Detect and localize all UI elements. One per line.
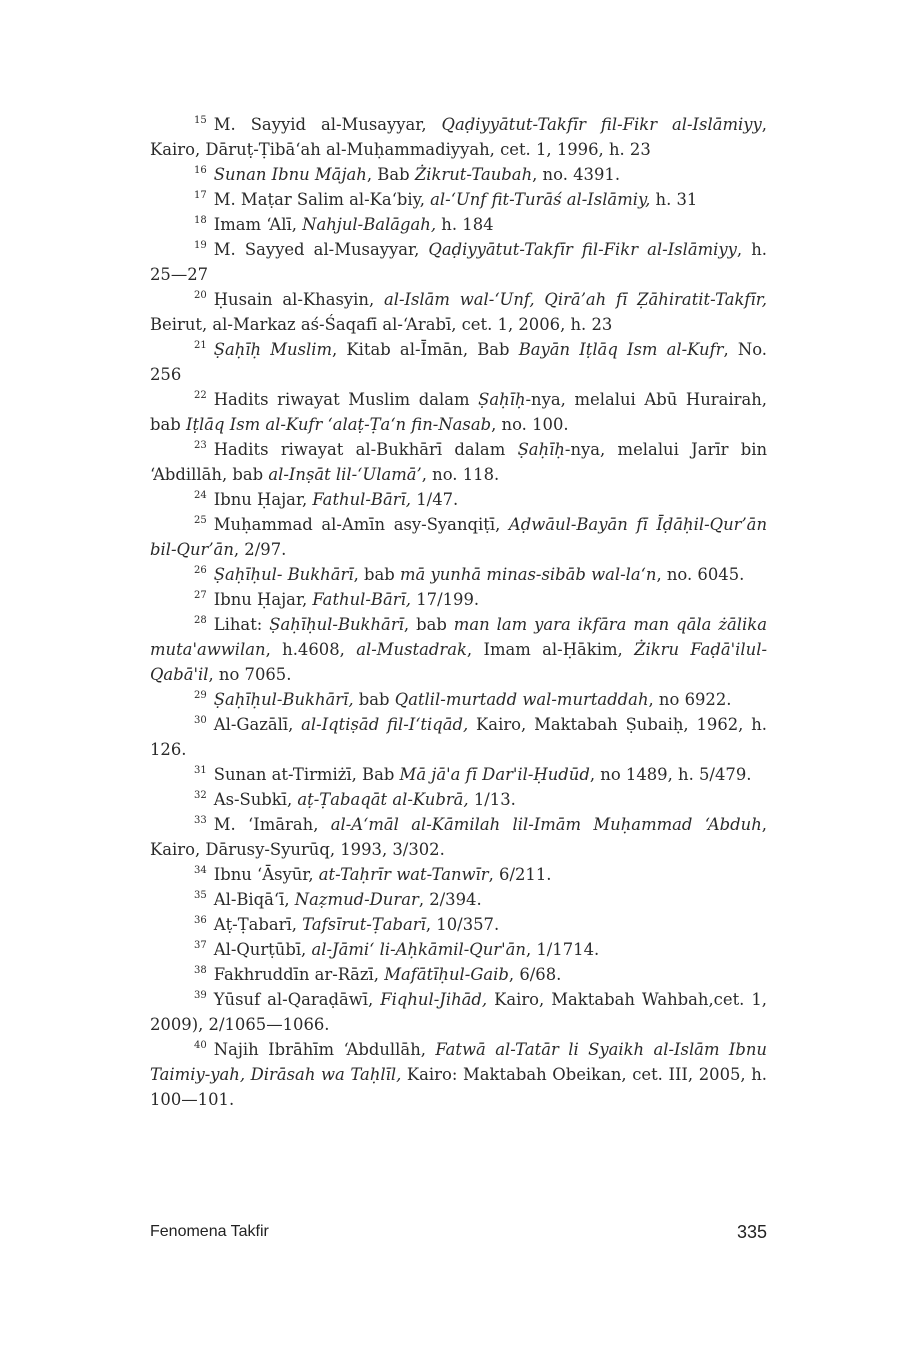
footnote-text: , 6/68.	[508, 965, 562, 984]
footnote-text: , 10/357.	[425, 915, 500, 934]
footnote-title-italic: aṭ-Ṭabaqāt al-Kubrā,	[297, 790, 469, 809]
footnote	[150, 387, 767, 437]
footnote-text: 17/199.	[411, 590, 480, 609]
footnote-title-italic: Żikrut-Taubah	[414, 165, 533, 184]
footnote	[150, 687, 767, 712]
footnote-text: , Imam al-Ḥākim,	[466, 640, 635, 659]
footnote-text: Muḥammad al-Amīn asy-Syanqiṭī,	[213, 515, 509, 534]
footnote-title-italic: Tafsīrut-Ṭabarī	[302, 915, 426, 934]
footnote-text: Imam ‘Alī,	[213, 215, 303, 234]
footnote-title-italic: Naẓmud-Durar	[294, 890, 419, 909]
footnote-title-italic: Nahjul-Balāgah,	[302, 215, 437, 234]
footnote-text: , no 6922.	[648, 690, 732, 709]
footnote-title-italic: al-Islām wal-‘Unf, Qirā’ah fī Ẓāhiratit-Takfīr,	[383, 290, 767, 309]
footnote-number: 31	[194, 765, 207, 776]
footnote-text: , 6/211.	[488, 865, 552, 884]
footnote	[150, 187, 767, 212]
footnote-text: h. 31	[650, 190, 698, 209]
page-footer	[150, 1221, 767, 1251]
footnote	[150, 612, 767, 687]
footnote-text: Hadits riwayat al-Bukhārī dalam	[213, 440, 518, 459]
footnote-number: 22	[194, 390, 207, 401]
page-number: 335	[736, 1222, 767, 1242]
footnote-text: M. Maṭar Salim al-Ka‘biy,	[213, 190, 431, 209]
footnote-text: Lihat:	[213, 615, 270, 634]
footnote-text: , bab	[403, 615, 454, 634]
footnote-text: Ibnu Ḥajar,	[213, 490, 313, 509]
footnote-text: Sunan at-Tirmiżī, Bab	[213, 765, 400, 784]
footnote-text: , h.4608,	[265, 640, 357, 659]
footnote-number: 21	[194, 340, 207, 351]
footnote-number: 23	[194, 440, 207, 451]
footnote	[150, 562, 767, 587]
footnote	[150, 212, 767, 237]
footnote-number: 29	[194, 690, 207, 701]
footnote-number: 40	[194, 1040, 207, 1051]
footnote-text: Najih Ibrāhīm ‘Abdullāh,	[213, 1040, 436, 1059]
footnote-text: , bab	[353, 565, 400, 584]
footnote-text: , no. 4391.	[532, 165, 621, 184]
footnote-title-italic: al-Jāmi‘ li-Aḥkāmil-Qur'ān	[311, 940, 526, 959]
footnote-title-italic: al-‘Unf fit-Turāś al-Islāmiy,	[430, 190, 651, 209]
footnote-title-italic: Fatwā al-Tatār li Syaikh al-Islām Ibnu Taimiy-yah, Dirāsah wa Taḥlīl,	[150, 1040, 767, 1084]
footnote-text: Hadits riwayat Muslim dalam	[213, 390, 479, 409]
footnote-text: , 1/1714.	[525, 940, 600, 959]
footnote-title-italic: Ṣaḥīḥul- Bukhārī	[213, 565, 354, 584]
footnote-text: Aṭ-Ṭabarī,	[213, 915, 303, 934]
footnote-text: , h. 25—27	[150, 240, 767, 284]
footnote-text: As-Subkī,	[213, 790, 298, 809]
footnote	[150, 762, 767, 787]
footnote	[150, 812, 767, 862]
footnote-text: Ḥusain al-Khasyin,	[213, 290, 384, 309]
footnote-title-italic: Fiqhul-Jihād,	[380, 990, 488, 1009]
footnote-text: Beirut, al-Markaz aś-Śaqafī al-‘Arabī, cet. 1, 2006, h. 23	[150, 315, 613, 334]
footnote-text: , Kitab al-Īmān, Bab	[332, 340, 519, 359]
footnote-title-italic: al-A‘māl al-Kāmilah lil-Imām Muḥammad ‘Abduh	[330, 815, 762, 834]
footnote-number: 32	[194, 790, 207, 801]
footnote-text: , no 7065.	[208, 665, 292, 684]
footnote	[150, 987, 767, 1037]
footnote-text: Ibnu ‘Āsyūr,	[213, 865, 319, 884]
footnote	[150, 862, 767, 887]
footnote-title-italic: Ṣaḥīḥul-Bukhārī	[269, 615, 404, 634]
footnote	[150, 887, 767, 912]
footnote-text: h. 184	[436, 215, 494, 234]
footnote	[150, 787, 767, 812]
footnote	[150, 112, 767, 162]
footnote-text: , Kairo, Dāruṭ-Ṭibā‘ah al-Muḥammadiyyah, cet. 1, 1996, h. 23	[150, 115, 767, 159]
footnote-text: , Bab	[366, 165, 415, 184]
footnote-title-italic: Fathul-Bārī,	[312, 590, 412, 609]
footnote-text: , no. 100.	[491, 415, 569, 434]
footnote	[150, 337, 767, 387]
footnote-title-italic: Mafātīḥul-Gaib	[384, 965, 509, 984]
footnote-text: , no 1489, h. 5/479.	[589, 765, 752, 784]
footnote	[150, 487, 767, 512]
footnote-title-italic: Ṣaḥīḥ	[478, 390, 526, 409]
footnote-text: Yūsuf al-Qaraḍāwī,	[213, 990, 381, 1009]
footnote-text: Kairo, Maktabah Ṣubaiḥ, 1962, h. 126.	[150, 715, 767, 759]
footnote-text: M. Sayyid al-Musayyar,	[213, 115, 442, 134]
footnote	[150, 437, 767, 487]
footnote-title-italic: at-Taḥrīr wat-Tanwīr	[318, 865, 489, 884]
footnote-title-italic: Ṣaḥīḥ Muslim	[213, 340, 333, 359]
footnote-title-italic: al-Iqtiṣād fil-I‘tiqād,	[301, 715, 469, 734]
footnote-title-italic: Żikru Faḍā'ilul-Qabā'il	[150, 640, 767, 684]
footnote-number: 17	[194, 190, 207, 201]
footnote-text: , No. 256	[150, 340, 767, 384]
footnote-text: Al-Qurṭūbī,	[213, 940, 312, 959]
footnote-number: 26	[194, 565, 207, 576]
footnote	[150, 1037, 767, 1112]
footnote-text: bab	[353, 690, 395, 709]
footnote-text: M. Sayyed al-Musayyar,	[213, 240, 429, 259]
footnote-number: 28	[194, 615, 207, 626]
footnote-text: , Kairo, Dārusy-Syurūq, 1993, 3/302.	[150, 815, 767, 859]
footnote-text: Kairo, Maktabah Wahbah,cet. 1, 2009), 2/1065—1066.	[150, 990, 767, 1034]
footnote	[150, 237, 767, 287]
footnote-number: 24	[194, 490, 207, 501]
footnote-number: 36	[194, 915, 207, 926]
footnote-text: , no. 118.	[421, 465, 500, 484]
footnote-text: -nya, melalui Jarīr bin ‘Abdillāh, bab	[150, 440, 768, 484]
footnote-title-italic: Mā jā'a fī Dar'il-Ḥudūd	[399, 765, 590, 784]
footnote-text: Fakhruddīn ar-Rāzī,	[213, 965, 385, 984]
footnote	[150, 162, 767, 187]
footnote-number: 16	[194, 165, 207, 176]
footnote-number: 39	[194, 990, 207, 1001]
footnote	[150, 912, 767, 937]
running-title: Fenomena Takfir	[150, 1223, 269, 1240]
footnote-number: 35	[194, 890, 207, 901]
footnote-title-italic: Qatlil-murtadd wal-murtaddah	[394, 690, 649, 709]
footnote-text: , no. 6045.	[656, 565, 745, 584]
footnote-number: 20	[194, 290, 207, 301]
footnote-number: 25	[194, 515, 207, 526]
footnote-text: , 2/97.	[233, 540, 287, 559]
footnote-title-italic: Ṣaḥīḥul-Bukhārī,	[213, 690, 354, 709]
footnote-title-italic: Sunan Ibnu Mājah	[213, 165, 367, 184]
footnote	[150, 512, 767, 562]
footnote-title-italic: al-Inṣāt lil-‘Ulamā’	[268, 465, 422, 484]
footnote-number: 18	[194, 215, 207, 226]
footnote-text: -nya, melalui Abū Hurairah, bab	[150, 390, 767, 434]
footnote-number: 15	[194, 115, 207, 126]
footnote-title-italic: Fathul-Bārī,	[312, 490, 412, 509]
footnote-title-italic: Aḍwāul-Bayān fī Īḍāḥil-Qur’ān bil-Qur’ān	[150, 515, 767, 559]
footnote-number: 19	[194, 240, 207, 251]
footnote-number: 34	[194, 865, 207, 876]
footnote-text: , 2/394.	[418, 890, 482, 909]
footnote-number: 37	[194, 940, 207, 951]
footnotes-list	[150, 112, 767, 1112]
footnote-title-italic: man lam yara ikfāra man qāla żālika muta'awwilan	[150, 615, 767, 659]
footnote-title-italic: Iṭlāq Ism al-Kufr ‘alaṭ-Ṭa‘n fin-Nasab	[185, 415, 492, 434]
footnote-text: 1/47.	[411, 490, 459, 509]
footnote-text: Kairo: Maktabah Obeikan, cet. III, 2005, h. 100—101.	[150, 1065, 767, 1109]
footnote-text: Al-Gazālī,	[213, 715, 302, 734]
footnote-title-italic: al-Mustadrak	[356, 640, 467, 659]
footnote-title-italic: Qaḍiyyātut-Takfīr fil-Fikr al-Islāmiyy	[428, 240, 737, 259]
footnote-number: 38	[194, 965, 207, 976]
footnote-title-italic: Bayān Iṭlāq Ism al-Kufr	[518, 340, 724, 359]
footnote	[150, 587, 767, 612]
footnote-text: Al-Biqā‘ī,	[213, 890, 295, 909]
footnote-number: 30	[194, 715, 207, 726]
footnote-text: 1/13.	[468, 790, 516, 809]
footnote-title-italic: Ṣaḥīḥ	[517, 440, 565, 459]
footnote-number: 27	[194, 590, 207, 601]
footnote-text: Ibnu Ḥajar,	[213, 590, 313, 609]
footnote-title-italic: mā yunhā minas-sibāb wal-la‘n	[399, 565, 657, 584]
footnote	[150, 287, 767, 337]
footnote-number: 33	[194, 815, 207, 826]
footnote-text: M. ‘Imārah,	[213, 815, 331, 834]
footnote	[150, 712, 767, 762]
footnote	[150, 962, 767, 987]
footnote	[150, 937, 767, 962]
footnote-title-italic: Qaḍiyyātut-Takfīr fil-Fikr al-Islāmiyy	[441, 115, 762, 134]
